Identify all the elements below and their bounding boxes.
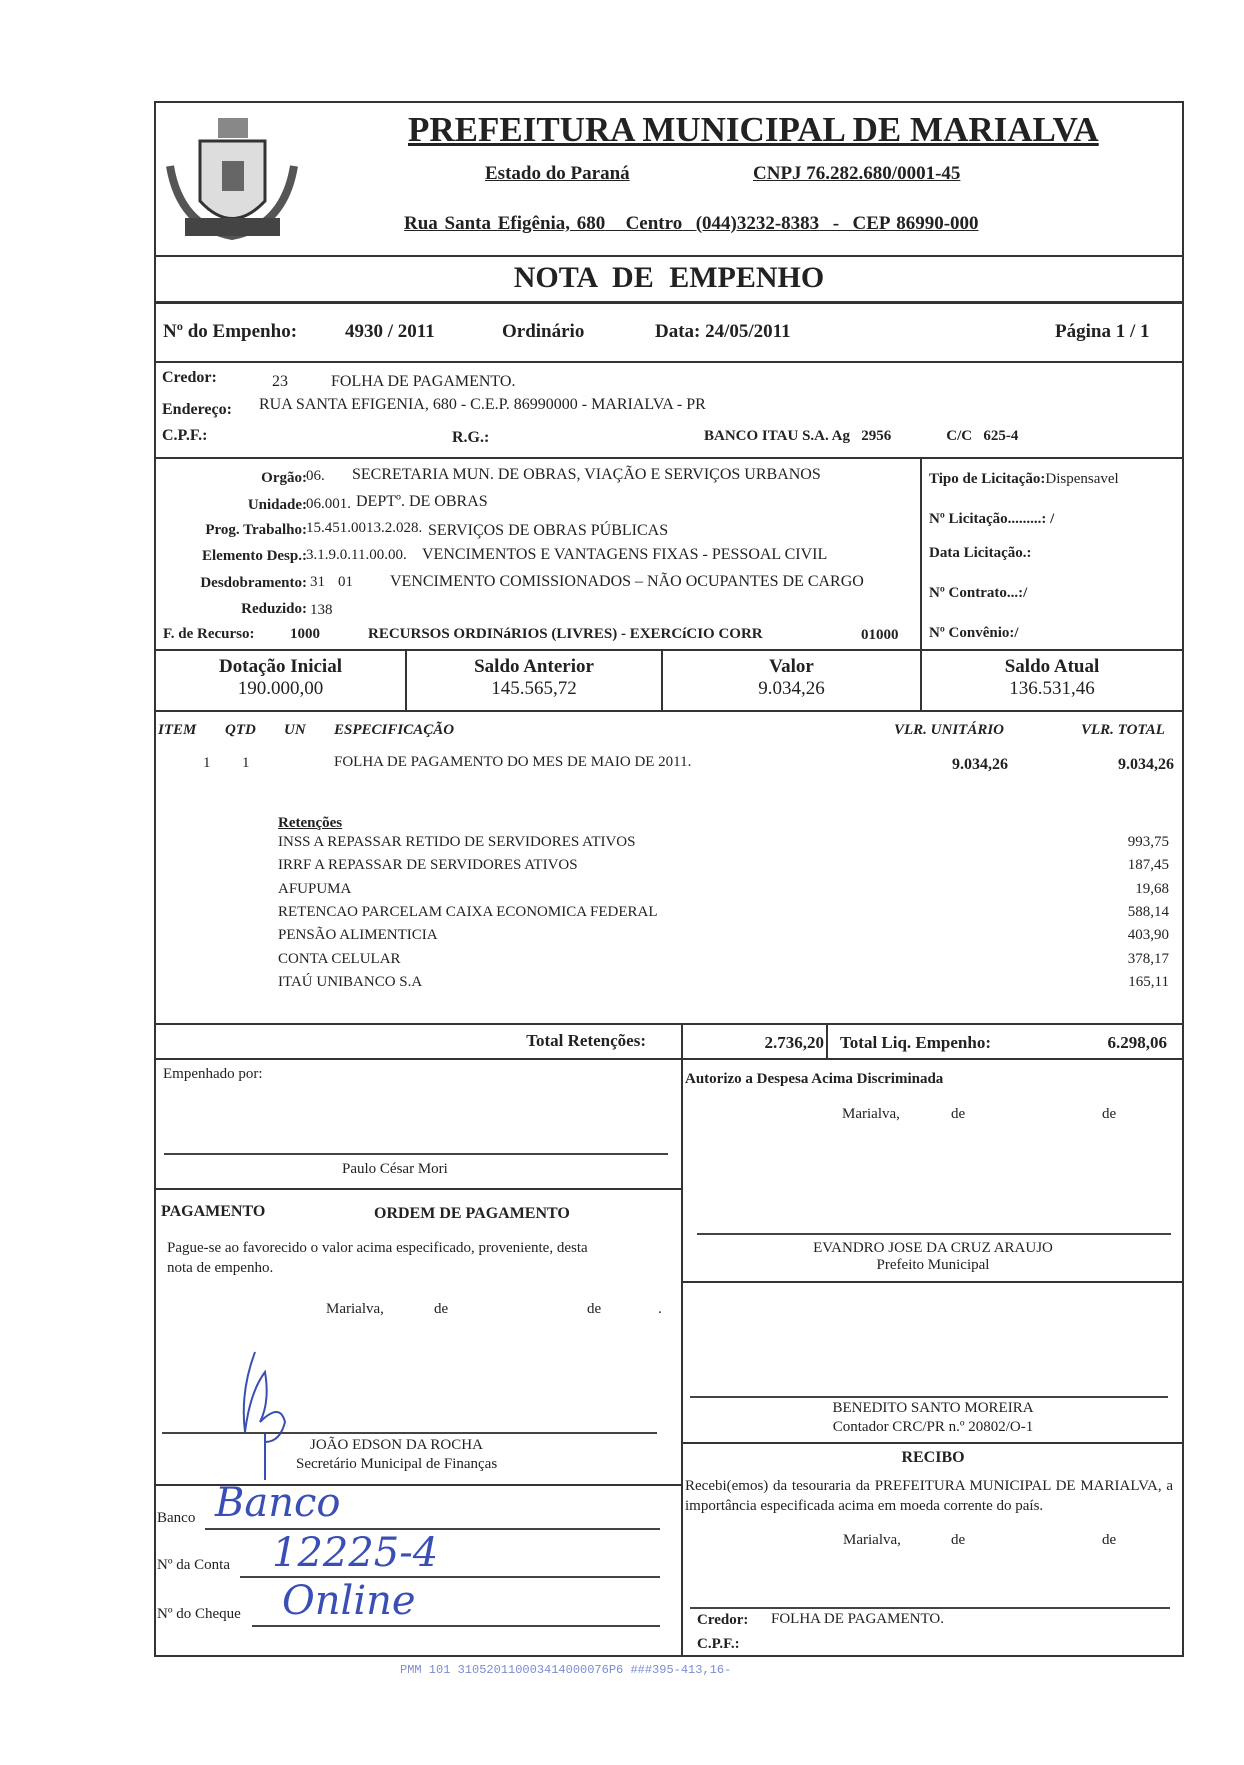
credor-name: FOLHA DE PAGAMENTO.	[331, 373, 516, 390]
district: Centro	[625, 213, 683, 234]
recurso-extra: 01000	[861, 627, 899, 643]
saldo-valor	[663, 656, 920, 700]
conta-handwriting: 12225-4	[272, 1530, 439, 1576]
contador-role: Contador CRC/PR n.º 20802/O-1	[832, 1419, 1034, 1435]
document-title: NOTA DE EMPENHO	[513, 261, 825, 294]
retencoes-label: Retenções	[278, 815, 343, 831]
saldo-value: 190.000,00	[237, 678, 324, 699]
header-total: VLR. TOTAL	[1081, 722, 1165, 738]
recibo-credor-label: Credor:	[697, 1612, 749, 1628]
bank	[704, 428, 1018, 445]
retencao-value: 187,45	[1127, 857, 1169, 874]
empenho-date: Data: 24/05/2011	[655, 321, 791, 342]
recibo-de: de	[951, 1532, 966, 1548]
municipal-crest	[160, 106, 305, 251]
tipo-licitacao-value: Dispensavel	[1045, 471, 1119, 487]
rg-label: R.G.:	[452, 429, 490, 446]
banco-label: Banco	[157, 1510, 196, 1526]
header-item: ITEM	[158, 722, 197, 738]
convenio-number: Nº Convênio:/	[929, 625, 1019, 641]
saldo-label: Dotação Inicial	[219, 656, 342, 677]
processing-stamp: PMM 101 310520110003414000076P6 ###395-413,16-	[400, 1663, 732, 1677]
orgao-desc: SECRETARIA MUN. DE OBRAS, VIAÇÃO E SERVIÇOS URBANOS	[352, 466, 821, 483]
saldo-dotacao-inicial	[156, 656, 405, 700]
cep: CEP 86990-000	[852, 213, 979, 234]
pague-text: Pague-se ao favorecido o valor acima especificado, proveniente, desta	[167, 1240, 588, 1256]
saldo-value: 9.034,26	[758, 678, 825, 699]
autorizo-de: de	[951, 1106, 966, 1122]
elemento-desc: VENCIMENTOS E VANTAGENS FIXAS - PESSOAL CIVIL	[422, 546, 828, 563]
recibo-cpf-label: C.P.F.:	[697, 1636, 740, 1652]
phone: (044)3232-8383	[695, 213, 820, 234]
retencao-value: 378,17	[1127, 950, 1169, 967]
empenho-number: 4930 / 2011	[345, 321, 435, 342]
total-retencoes-label: Total Retenções:	[526, 1031, 646, 1050]
autorizo-label: Autorizo a Despesa Acima Discriminada	[685, 1071, 944, 1087]
elemento-code: 3.1.9.0.11.00.00.	[306, 547, 407, 563]
prefeito-name: EVANDRO JOSE DA CRUZ ARAUJO	[813, 1240, 1053, 1256]
prog-desc: SERVIÇOS DE OBRAS PÚBLICAS	[428, 522, 669, 539]
autorizo-de-2: de	[1102, 1106, 1117, 1122]
credor-code: 23	[272, 373, 288, 390]
item-total-value: 9.034,26	[1118, 756, 1174, 773]
orgao-code: 06.	[306, 468, 325, 484]
prog-code: 15.451.0013.2.028.	[306, 520, 423, 536]
empenhado-por-label: Empenhado por:	[163, 1066, 263, 1082]
autorizo-city: Marialva,	[842, 1106, 900, 1122]
retencao-desc: INSS A REPASSAR RETIDO DE SERVIDORES ATIVOS	[278, 834, 636, 850]
credor-address: RUA SANTA EFIGENIA, 680 - C.E.P. 86990000 - MARIALVA - PR	[259, 396, 706, 413]
recurso-code: 1000	[290, 626, 320, 642]
empenho-type: Ordinário	[502, 321, 585, 342]
retencao-desc: RETENCAO PARCELAM CAIXA ECONOMICA FEDERAL	[278, 903, 658, 920]
unidade-code: 06.001.	[306, 496, 351, 512]
street: Rua Santa Efigênia, 680	[404, 213, 606, 234]
bank-name: BANCO ITAU S.A. Ag	[704, 428, 850, 444]
item-unit-value: 9.034,26	[952, 756, 1008, 773]
prefeito-role: Prefeito Municipal	[876, 1257, 990, 1273]
licitacao-number: Nº Licitação.........: /	[929, 511, 1055, 527]
item-number: 1	[203, 755, 211, 771]
retencao-value: 19,68	[1135, 880, 1169, 897]
recurso-desc: RECURSOS ORDINáRIOS (LIVRES) - EXERCíCIO CORR	[368, 626, 763, 642]
secretario-role: Secretário Municipal de Finanças	[296, 1456, 498, 1472]
secretario-name: JOÃO EDSON DA ROCHA	[310, 1437, 483, 1453]
unidade-label: Unidade:	[247, 497, 307, 513]
cc-label: C/C	[946, 428, 973, 444]
page-number: Página 1 / 1	[1055, 321, 1150, 342]
total-liquido-label: Total Liq. Empenho:	[840, 1033, 991, 1052]
agency: 2956	[861, 428, 892, 444]
cc-number: 625-4	[983, 428, 1019, 444]
ordem-pagamento-label: ORDEM DE PAGAMENTO	[374, 1205, 570, 1222]
pagamento-label: PAGAMENTO	[161, 1203, 266, 1220]
retencao-desc: IRRF A REPASSAR DE SERVIDORES ATIVOS	[278, 857, 578, 874]
recibo-de-2: de	[1102, 1532, 1117, 1548]
conta-label: Nº da Conta	[157, 1557, 230, 1573]
state: Estado do Paraná	[485, 163, 630, 184]
retencao-value: 993,75	[1127, 834, 1169, 850]
pagamento-dot: .	[658, 1301, 662, 1317]
retencao-desc: CONTA CELULAR	[278, 950, 401, 967]
empenhado-por-name: Paulo César Mori	[342, 1161, 448, 1177]
retencao-desc: ITAÚ UNIBANCO S.A	[278, 973, 423, 990]
item-spec: FOLHA DE PAGAMENTO DO MES DE MAIO DE 2011.	[334, 754, 692, 770]
credor-label: Credor:	[162, 369, 217, 386]
pague-text-2: nota de empenho.	[167, 1260, 274, 1276]
empenho-label: Nº do Empenho:	[163, 321, 298, 342]
contador-name: BENEDITO SANTO MOREIRA	[832, 1400, 1034, 1416]
recibo-city: Marialva,	[843, 1532, 901, 1548]
address: Rua Santa Efigênia, 680 Centro (044)3232-8383 - CEP 86990-000	[404, 213, 979, 234]
elemento-label: Elemento Desp.:	[202, 548, 307, 564]
retencao-desc: AFUPUMA	[278, 880, 352, 897]
prog-label: Prog. Trabalho:	[205, 522, 307, 538]
cpf-label: C.P.F.:	[162, 427, 208, 444]
reduzido-code: 138	[310, 602, 333, 618]
address-label: Endereço:	[162, 401, 232, 418]
retencao-value: 403,90	[1127, 927, 1169, 944]
total-liquido-value: 6.298,06	[1107, 1033, 1167, 1052]
retencao-value: 165,11	[1128, 973, 1169, 990]
tipo-licitacao	[929, 471, 1119, 488]
reduzido-label: Reduzido:	[241, 601, 307, 617]
desdobramento-sub: 01	[338, 574, 353, 590]
saldo-label: Saldo Anterior	[474, 656, 594, 677]
recibo-title: RECIBO	[901, 1449, 965, 1466]
header-qtd: QTD	[225, 722, 256, 738]
pagamento-de-2: de	[587, 1301, 602, 1317]
saldo-atual	[922, 656, 1182, 700]
desdobramento-code: 31	[310, 574, 325, 590]
data-licitacao: Data Licitação.:	[929, 545, 1032, 561]
municipality-title: PREFEITURA MUNICIPAL DE MARIALVA	[408, 110, 1099, 149]
saldo-value: 136.531,46	[1009, 678, 1095, 699]
recibo-credor-name: FOLHA DE PAGAMENTO.	[771, 1611, 944, 1627]
cnpj: CNPJ 76.282.680/0001-45	[753, 163, 961, 184]
header-un: UN	[284, 722, 306, 738]
recurso-label: F. de Recurso:	[163, 626, 255, 642]
cheque-label: Nº do Cheque	[157, 1606, 241, 1622]
pagamento-de: de	[434, 1301, 449, 1317]
header-unit: VLR. UNITÁRIO	[894, 722, 1005, 738]
pagamento-city: Marialva,	[326, 1301, 384, 1317]
saldo-anterior	[407, 656, 661, 700]
orgao-label: Orgão:	[261, 470, 307, 486]
saldo-label: Valor	[769, 656, 814, 677]
tipo-licitacao-label: Tipo de Licitação:	[929, 471, 1046, 487]
item-qtd: 1	[242, 755, 250, 771]
total-retencoes-value: 2.736,20	[764, 1033, 824, 1052]
saldo-label: Saldo Atual	[1004, 656, 1100, 677]
desdobramento-label: Desdobramento:	[200, 575, 307, 591]
unidade-desc: DEPTº. DE OBRAS	[356, 493, 488, 510]
banco-handwriting: Banco	[215, 1480, 341, 1526]
cheque-handwriting: Online	[282, 1578, 416, 1624]
header-spec: ESPECIFICAÇÃO	[334, 722, 455, 738]
saldo-value: 145.565,72	[491, 678, 577, 699]
retencao-value: 588,14	[1127, 903, 1169, 920]
desdobramento-desc: VENCIMENTO COMISSIONADOS – NÃO OCUPANTES DE CARGO	[390, 573, 864, 590]
recibo-text: Recebi(emos) da tesouraria da PREFEITURA MUNICIPAL DE MARIALVA, a importância especificada acima em moeda corrente do país.	[685, 1478, 1173, 1514]
contrato-number: Nº Contrato...:/	[929, 585, 1028, 601]
retencao-desc: PENSÃO ALIMENTICIA	[278, 927, 438, 944]
